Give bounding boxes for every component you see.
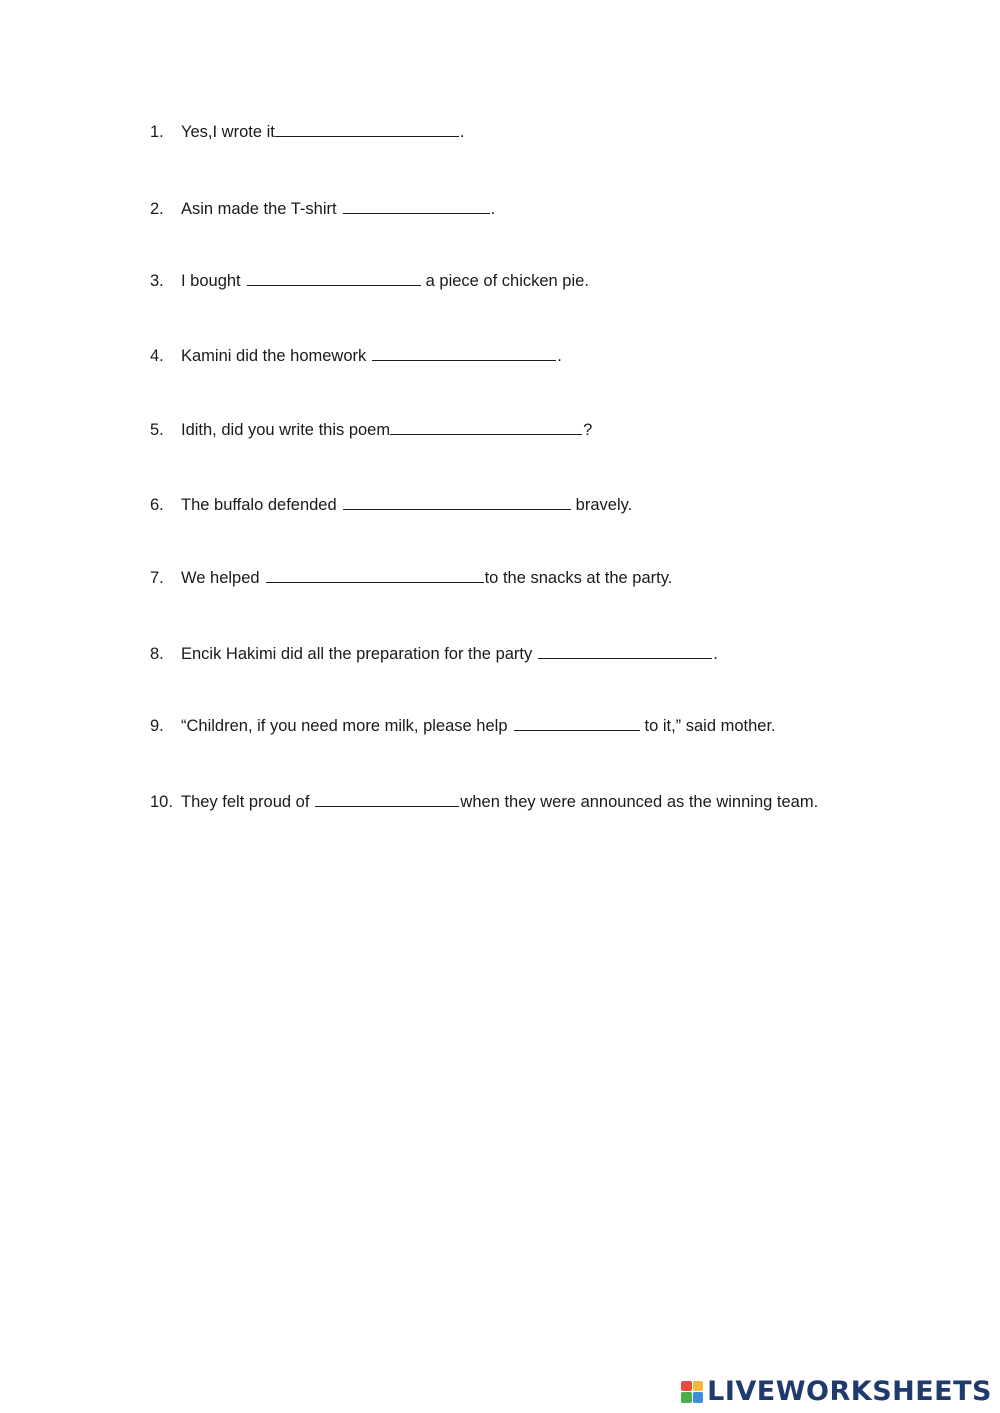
question-number: 9. — [150, 717, 164, 735]
question-2 — [150, 199, 495, 219]
question-text-before: We helped — [181, 569, 260, 587]
answer-blank[interactable] — [372, 346, 556, 361]
question-text-after: to the snacks at the party. — [484, 569, 673, 587]
question-number: 10. — [150, 793, 173, 811]
question-number: 5. — [150, 421, 164, 439]
question-text-before: Yes,I wrote it — [181, 123, 275, 141]
answer-blank[interactable] — [266, 568, 484, 583]
question-text-before: I bought — [181, 272, 241, 290]
logo-square-red — [681, 1381, 692, 1392]
question-text-after: . — [713, 645, 718, 663]
question-text-after: a piece of chicken pie. — [425, 272, 589, 290]
question-3 — [150, 271, 589, 291]
question-text-before: Encik Hakimi did all the preparation for the party — [181, 645, 533, 663]
question-10 — [150, 792, 818, 812]
logo-square-yellow — [693, 1381, 704, 1392]
answer-blank[interactable] — [275, 122, 459, 137]
answer-blank[interactable] — [538, 644, 712, 659]
question-number: 8. — [150, 645, 164, 663]
question-6 — [150, 495, 632, 515]
question-number: 4. — [150, 347, 164, 365]
question-text-after: when they were announced as the winning team. — [460, 793, 819, 811]
question-text-before: They felt proud of — [181, 793, 310, 811]
answer-blank[interactable] — [343, 495, 571, 510]
question-text-before: The buffalo defended — [181, 496, 337, 514]
question-text-before: Asin made the T-shirt — [181, 200, 337, 218]
question-text-after: to it,” said mother. — [644, 717, 776, 735]
answer-blank[interactable] — [343, 199, 490, 214]
answer-blank[interactable] — [247, 271, 421, 286]
question-number: 6. — [150, 496, 164, 514]
question-number: 2. — [150, 200, 164, 218]
liveworksheets-logo-text: LIVEWORKSHEETS — [707, 1376, 992, 1407]
question-number: 1. — [150, 123, 164, 141]
question-1 — [150, 122, 464, 142]
question-text-before: Kamini did the homework — [181, 347, 367, 365]
answer-blank[interactable] — [390, 420, 582, 435]
question-text-after: bravely. — [575, 496, 633, 514]
question-7 — [150, 568, 672, 588]
logo-square-green — [681, 1392, 692, 1403]
answer-blank[interactable] — [315, 792, 459, 807]
answer-blank[interactable] — [514, 716, 640, 731]
question-8 — [150, 644, 718, 664]
question-text-after: . — [459, 123, 465, 141]
question-number: 3. — [150, 272, 164, 290]
question-text-after: . — [557, 347, 562, 365]
question-text-before: Idith, did you write this poem — [181, 421, 391, 439]
question-text-after: . — [490, 200, 496, 218]
question-text-after: ? — [583, 421, 593, 439]
liveworksheets-logo[interactable] — [681, 1376, 992, 1407]
question-5 — [150, 420, 592, 440]
logo-square-blue — [693, 1392, 704, 1403]
question-9 — [150, 716, 776, 736]
question-4 — [150, 346, 562, 366]
liveworksheets-logo-icon — [681, 1381, 703, 1403]
question-number: 7. — [150, 569, 164, 587]
question-text-before: “Children, if you need more milk, please help — [181, 717, 508, 735]
